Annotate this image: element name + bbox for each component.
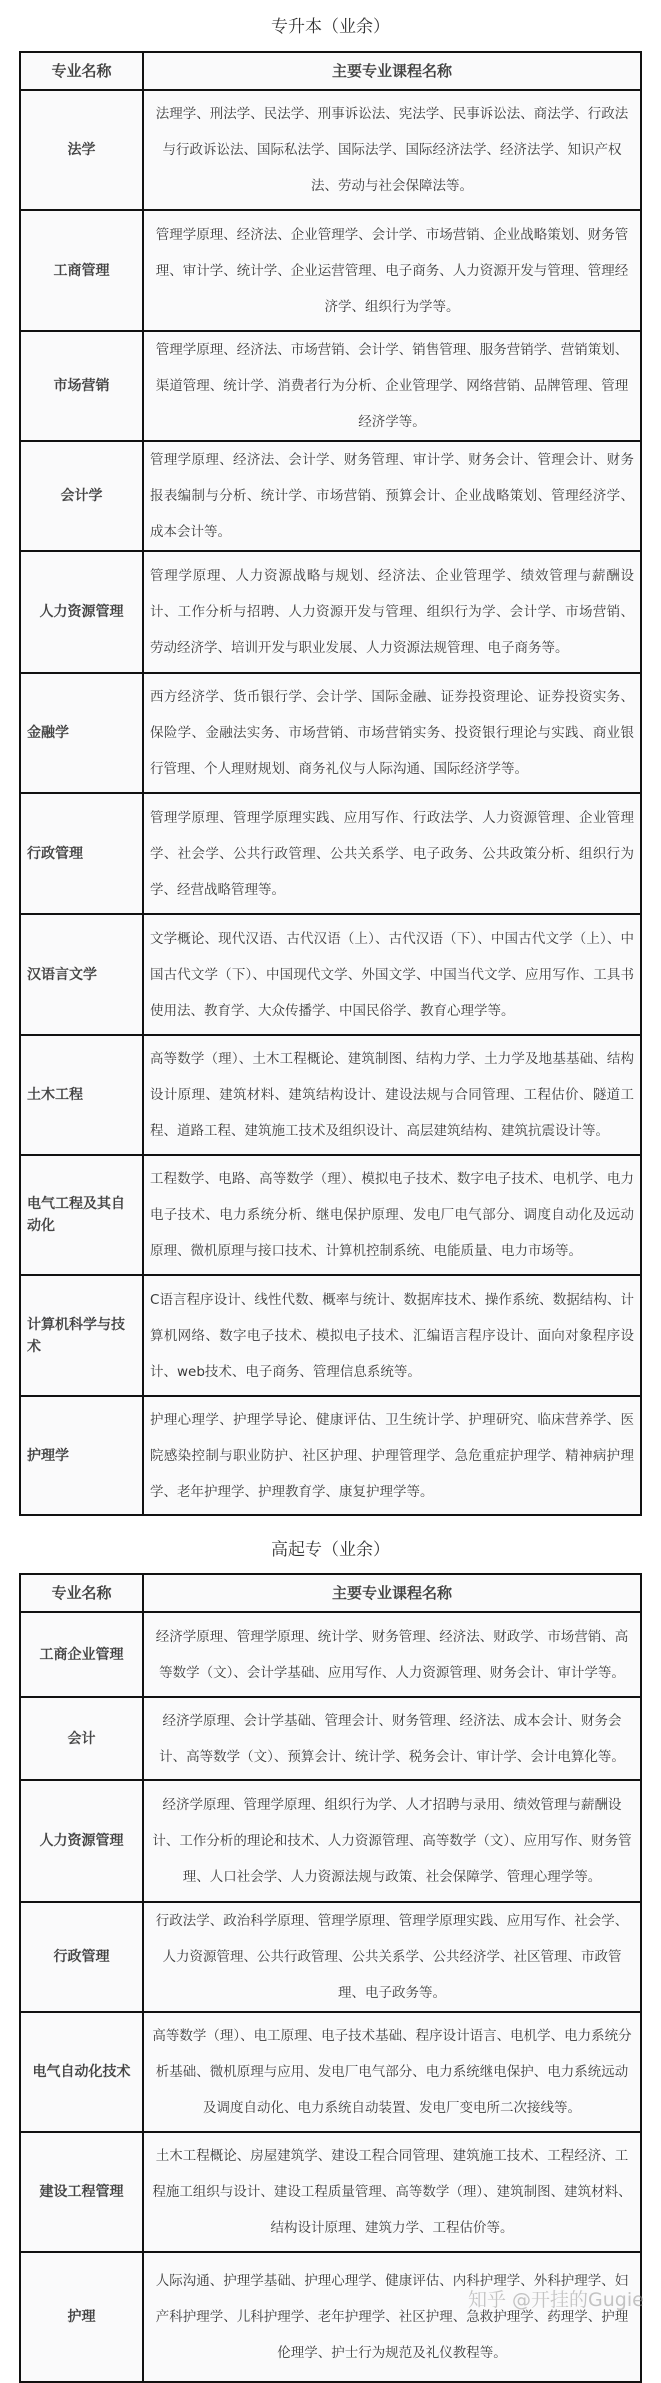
course-table-zsb: [19, 51, 642, 1516]
course-list: 管理学原理、人力资源战略与规划、经济法、企业管理学、绩效管理与薪酬设计、工作分析与招聘、人力资源开发与管理、组织行为学、会计学、市场营销、劳动经济学、培训开发与职业发展、人力资源法规管理、电子商务等。: [143, 551, 641, 673]
course-list: 高等数学（理）、土木工程概论、建筑制图、结构力学、土力学及地基基础、结构设计原理、建筑材料、建筑结构设计、建设法规与合同管理、工程估价、隧道工程、道路工程、建筑施工技术及组织设计、高层建筑结构、建筑抗震设计等。: [143, 1035, 641, 1155]
course-list: 工程数学、电路、高等数学（理）、模拟电子技术、数字电子技术、电机学、电力电子技术、电力系统分析、继电保护原理、发电厂电气部分、调度自动化及远动原理、微机原理与接口技术、计算机控制系统、电能质量、电力市场等。: [143, 1155, 641, 1275]
course-list: 管理学原理、经济法、企业管理学、会计学、市场营销、企业战略策划、财务管理、审计学、统计学、企业运营管理、电子商务、人力资源开发与管理、管理经济学、组织行为学等。: [143, 210, 641, 331]
course-list: 管理学原理、经济法、市场营销、会计学、销售管理、服务营销学、营销策划、渠道管理、统计学、消费者行为分析、企业管理学、网络营销、品牌管理、管理经济学等。: [143, 331, 641, 441]
header-major: 专业名称: [20, 52, 143, 90]
major-name: 法学: [20, 90, 143, 210]
major-name: 金融学: [20, 673, 143, 793]
course-list: 文学概论、现代汉语、古代汉语（上）、古代汉语（下）、中国古代文学（上）、中国古代文学（下）、中国现代文学、外国文学、中国当代文学、应用写作、工具书使用法、教育学、大众传播学、中国民俗学、教育心理学等。: [143, 914, 641, 1035]
table-row: [20, 1275, 641, 1396]
course-list: 行政法学、政治科学原理、管理学原理、管理学原理实践、应用写作、社会学、人力资源管理、公共行政管理、公共关系学、公共经济学、社区管理、市政管理、电子政务等。: [143, 1902, 641, 2012]
major-name: 建设工程管理: [20, 2132, 143, 2252]
table-row: [20, 2252, 641, 2382]
table-row: [20, 1612, 641, 1697]
table-row: [20, 2132, 641, 2252]
major-name: 工商企业管理: [20, 1612, 143, 1697]
course-list: 管理学原理、管理学原理实践、应用写作、行政法学、人力资源管理、企业管理学、社会学、公共行政管理、公共关系学、电子政务、公共政策分析、组织行为学、经营战略管理等。: [143, 793, 641, 914]
course-list: 法理学、刑法学、民法学、刑事诉讼法、宪法学、民事诉讼法、商法学、行政法与行政诉讼法、国际私法学、国际法学、国际经济法学、经济法学、知识产权法、劳动与社会保障法等。: [143, 90, 641, 210]
course-list: 西方经济学、货币银行学、会计学、国际金融、证券投资理论、证券投资实务、保险学、金融法实务、市场营销、市场营销实务、投资银行理论与实践、商业银行管理、个人理财规划、商务礼仪与人际沟通、国际经济学等。: [143, 673, 641, 793]
course-list: 管理学原理、经济法、会计学、财务管理、审计学、财务会计、管理会计、财务报表编制与分析、统计学、市场营销、预算会计、企业战略策划、管理经济学、成本会计等。: [143, 441, 641, 551]
major-name: 计算机科学与技术: [20, 1275, 143, 1396]
major-name: 电气自动化技术: [20, 2012, 143, 2132]
course-list: 经济学原理、管理学原理、组织行为学、人才招聘与录用、绩效管理与薪酬设计、工作分析的理论和技术、人力资源管理、高等数学（文）、应用写作、财务管理、人口社会学、人力资源法规与政策、社会保障学、管理心理学等。: [143, 1780, 641, 1902]
course-list: 土木工程概论、房屋建筑学、建设工程合同管理、建筑施工技术、工程经济、工程施工组织与设计、建设工程质量管理、高等数学（理）、建筑制图、建筑材料、结构设计原理、建筑力学、工程估价等。: [143, 2132, 641, 2252]
table-row: [20, 1780, 641, 1902]
header-courses: 主要专业课程名称: [143, 52, 641, 90]
major-name: 会计学: [20, 441, 143, 551]
header-major: 专业名称: [20, 1574, 143, 1612]
major-name: 市场营销: [20, 331, 143, 441]
table-row: [20, 441, 641, 551]
table-row: [20, 210, 641, 331]
table-header-row: [20, 1574, 641, 1612]
table-row: [20, 1155, 641, 1275]
course-table-gqz: [19, 1573, 642, 2383]
table-row: [20, 90, 641, 210]
table-row: [20, 673, 641, 793]
major-name: 会计: [20, 1697, 143, 1780]
major-name: 护理学: [20, 1396, 143, 1515]
table-row: [20, 1035, 641, 1155]
header-courses: 主要专业课程名称: [143, 1574, 641, 1612]
table-row: [20, 331, 641, 441]
table-row: [20, 793, 641, 914]
course-list: 经济学原理、会计学基础、管理会计、财务管理、经济法、成本会计、财务会计、高等数学（文）、预算会计、统计学、税务会计、审计学、会计电算化等。: [143, 1697, 641, 1780]
major-name: 护理: [20, 2252, 143, 2382]
major-name: 汉语言文学: [20, 914, 143, 1035]
course-list: 人际沟通、护理学基础、护理心理学、健康评估、内科护理学、外科护理学、妇产科护理学、儿科护理学、老年护理学、社区护理、急救护理学、药理学、护理伦理学、护士行为规范及礼仪教程等。: [143, 2252, 641, 2382]
table-row: [20, 1902, 641, 2012]
table-row: [20, 1396, 641, 1515]
course-list: 经济学原理、管理学原理、统计学、财务管理、经济法、财政学、市场营销、高等数学（文）、会计学基础、应用写作、人力资源管理、财务会计、审计学等。: [143, 1612, 641, 1697]
watermark: 知乎 @开挂的Gugie: [468, 2289, 644, 2311]
major-name: 行政管理: [20, 1902, 143, 2012]
section-title-zsb: 专升本（业余）: [271, 17, 390, 37]
table-row: [20, 2012, 641, 2132]
table-row: [20, 1697, 641, 1780]
major-name: 电气工程及其自动化: [20, 1155, 143, 1275]
course-list: 高等数学（理）、电工原理、电子技术基础、程序设计语言、电机学、电力系统分析基础、微机原理与应用、发电厂电气部分、电力系统继电保护、电力系统远动及调度自动化、电力系统自动装置、发电厂变电所二次接线等。: [143, 2012, 641, 2132]
course-list: C语言程序设计、线性代数、概率与统计、数据库技术、操作系统、数据结构、计算机网络、数字电子技术、模拟电子技术、汇编语言程序设计、面向对象程序设计、web技术、电子商务、管理信息系统等。: [143, 1275, 641, 1396]
major-name: 工商管理: [20, 210, 143, 331]
course-list: 护理心理学、护理学导论、健康评估、卫生统计学、护理研究、临床营养学、医院感染控制与职业防护、社区护理、护理管理学、急危重症护理学、精神病护理学、老年护理学、护理教育学、康复护理学等。: [143, 1396, 641, 1515]
major-name: 人力资源管理: [20, 551, 143, 673]
section-title-gqz: 高起专（业余）: [271, 1540, 390, 1560]
table-row: [20, 551, 641, 673]
major-name: 土木工程: [20, 1035, 143, 1155]
table-row: [20, 914, 641, 1035]
major-name: 人力资源管理: [20, 1780, 143, 1902]
table-header-row: [20, 52, 641, 90]
major-name: 行政管理: [20, 793, 143, 914]
